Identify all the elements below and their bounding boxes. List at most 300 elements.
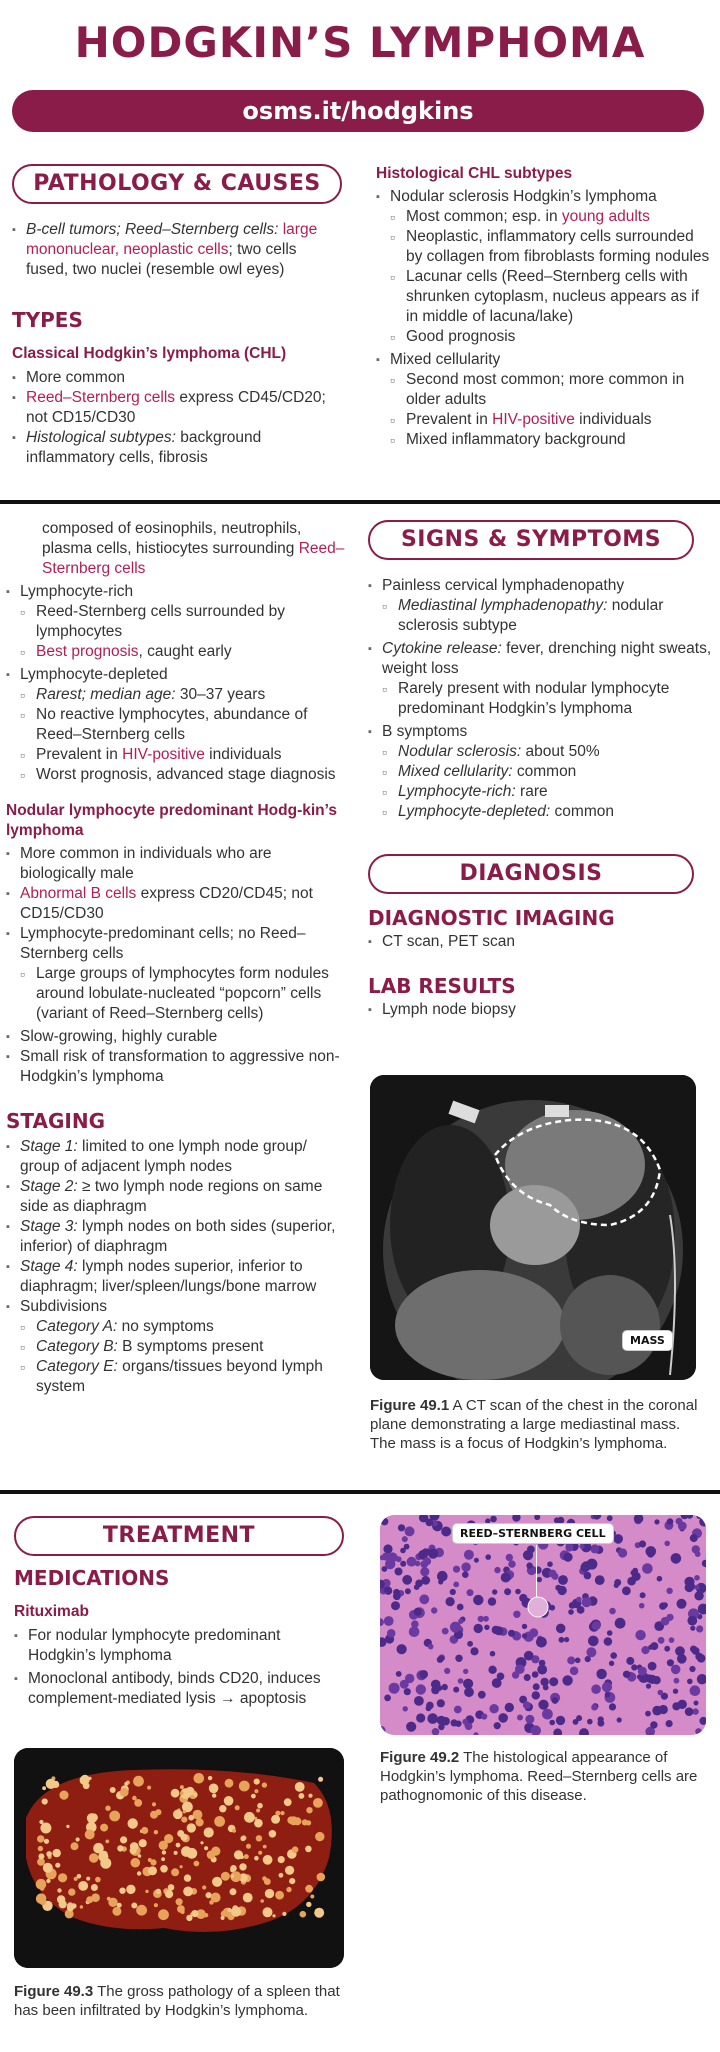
cell-nucleus: [677, 1599, 687, 1609]
list-item: ▪ Lymphocyte-rich: [6, 582, 346, 602]
cell-nucleus: [423, 1557, 431, 1565]
lymphoma-nodule: [318, 1777, 323, 1782]
lab-results-heading: LAB RESULTS: [368, 974, 516, 998]
cell-nucleus: [622, 1586, 631, 1595]
lymphoma-nodule: [180, 1791, 184, 1795]
ld-1-text: 30–37 years: [175, 686, 266, 703]
cell-nucleus: [577, 1606, 585, 1614]
lymphoma-nodule: [174, 1851, 178, 1855]
lymphoma-nodule: [55, 1863, 60, 1868]
lymphoma-nodule: [130, 1847, 137, 1854]
figure-caption-3: [14, 1982, 344, 2020]
list-item: [6, 642, 346, 662]
lymphoma-nodule: [173, 1810, 183, 1820]
list-item: ▪ Mixed cellularity: [376, 350, 710, 370]
cell-nucleus: [428, 1549, 438, 1559]
lymphoma-nodule: [225, 1779, 234, 1788]
lymphoma-nodule: [186, 1915, 192, 1921]
list-item: [6, 1177, 346, 1217]
lymphoma-nodule: [78, 1881, 88, 1891]
cell-nucleus: [591, 1704, 597, 1710]
cell-nucleus: [382, 1553, 390, 1561]
cell-nucleus: [498, 1713, 508, 1723]
cell-nucleus: [547, 1561, 553, 1567]
fig1-text: A CT scan of the chest in the coronal plane demonstrating a large mediastinal mass. The mass is a focus of Hodgkin’s lymphoma.: [370, 1397, 698, 1452]
histology-column: [376, 164, 710, 450]
cell-nucleus: [666, 1720, 673, 1727]
fig3-text: The gross pathology of a spleen that has been infiltrated by Hodgkin’s lymphoma.: [14, 1983, 340, 2019]
cell-nucleus: [648, 1675, 657, 1684]
list-item: [368, 762, 712, 782]
cell-nucleus: [573, 1719, 579, 1725]
lymphoma-nodule: [232, 1829, 236, 1833]
list-item: ▪ Slow-growing, highly curable: [6, 1027, 346, 1047]
cell-nucleus: [692, 1545, 700, 1553]
cell-nucleus: [397, 1644, 407, 1654]
reed-sternberg-cell: [528, 1597, 548, 1617]
cell-nucleus: [478, 1616, 484, 1622]
path-text-end: ; two cells fused, two nuclei (resemble owl eyes): [26, 241, 297, 278]
lymphoma-nodule: [89, 1853, 98, 1862]
cell-nucleus: [488, 1666, 496, 1674]
cell-nucleus: [508, 1630, 515, 1637]
lymphoma-nodule: [285, 1866, 294, 1875]
lymphoma-nodule: [204, 1827, 214, 1837]
list-item: ▫ Worst prognosis, advanced stage diagnosis: [6, 765, 346, 785]
st3-label: Stage 3:: [20, 1218, 78, 1235]
lymphoma-nodule: [313, 1798, 323, 1808]
cell-nucleus: [416, 1684, 426, 1694]
mc-2-highlight: HIV-positive: [492, 411, 575, 428]
chl-3-label: Histological subtypes:: [26, 429, 176, 446]
treatment-heading: TREATMENT: [14, 1516, 344, 1556]
cell-nucleus: [381, 1518, 389, 1526]
lymphoma-nodule: [289, 1816, 298, 1825]
cell-nucleus: [588, 1636, 599, 1647]
cell-nucleus: [437, 1571, 448, 1582]
cell-nucleus: [694, 1575, 700, 1581]
types-heading: TYPES: [12, 308, 83, 332]
cell-nucleus: [690, 1534, 698, 1542]
cell-nucleus: [488, 1597, 496, 1605]
cell-nucleus: [570, 1667, 579, 1676]
cell-nucleus: [626, 1657, 634, 1665]
lymphoma-nodule: [254, 1779, 260, 1785]
lymphoma-nodule: [76, 1837, 80, 1841]
cell-nucleus: [489, 1704, 498, 1713]
label-pointer: [536, 1545, 537, 1597]
pathology-column: [12, 164, 342, 468]
lymphoma-nodule: [171, 1868, 179, 1876]
lymphoma-nodule: [254, 1819, 263, 1828]
cell-nucleus: [687, 1679, 693, 1685]
cell-nucleus: [661, 1617, 670, 1626]
list-item: ▪ Subdivisions: [6, 1297, 346, 1317]
lymphoma-nodule: [244, 1812, 255, 1823]
cell-nucleus: [613, 1534, 623, 1544]
cell-nucleus: [669, 1637, 675, 1643]
diagnostic-imaging-heading: DIAGNOSTIC IMAGING: [368, 906, 615, 930]
lymphoma-nodule: [80, 1775, 90, 1785]
cell-nucleus: [557, 1586, 566, 1595]
lymphoma-nodule: [172, 1789, 177, 1794]
lymphoma-nodule: [254, 1856, 259, 1861]
list-item: ▪ More common in individuals who are biologically male: [6, 844, 346, 884]
lymphoma-nodule: [162, 1850, 166, 1854]
list-item: ▫ Lacunar cells (Reed–Sternberg cells with shrunken cytoplasm, nucleus appears as if in middle of lacuna/lake): [376, 267, 710, 327]
st1-text: limited to one lymph node group/ group of adjacent lymph nodes: [20, 1138, 307, 1175]
hist-subtypes-heading: Histological CHL subtypes: [376, 165, 573, 182]
lymphoma-nodule: [230, 1874, 234, 1878]
cell-nucleus: [657, 1576, 663, 1582]
lymphoma-nodule: [258, 1851, 262, 1855]
cell-nucleus: [639, 1603, 645, 1609]
lymphoma-nodule: [280, 1811, 284, 1815]
lymphoma-nodule: [180, 1834, 187, 1841]
bs-3-label: Lymphocyte-rich:: [398, 783, 516, 800]
lymphoma-nodule: [105, 1806, 110, 1811]
cell-nucleus: [524, 1651, 534, 1661]
lymphoma-nodule: [246, 1844, 251, 1849]
mc-2-text: Prevalent in: [406, 411, 493, 428]
cell-nucleus: [584, 1572, 592, 1580]
cell-nucleus: [687, 1616, 697, 1626]
cell-nucleus: [485, 1554, 491, 1560]
cell-nucleus: [596, 1669, 606, 1679]
lymphoma-nodule: [243, 1893, 253, 1903]
cell-nucleus: [419, 1594, 429, 1604]
lymphoma-nodule: [231, 1907, 241, 1917]
cell-nucleus: [635, 1630, 645, 1640]
nlp-2-highlight: Abnormal B cells: [20, 885, 137, 902]
list-item: ▫ Second most common; more common in older adults: [376, 370, 710, 410]
section-divider: [0, 500, 720, 504]
ss-2-label: Cytokine release:: [382, 640, 502, 657]
cell-nucleus: [453, 1687, 459, 1693]
cell-nucleus: [522, 1633, 527, 1638]
cell-nucleus: [536, 1637, 547, 1648]
cell-nucleus: [525, 1715, 534, 1724]
lymphoma-nodule: [254, 1789, 258, 1793]
lymphoma-nodule: [224, 1796, 234, 1806]
cell-nucleus: [400, 1680, 409, 1689]
lymphoma-nodule: [194, 1861, 200, 1867]
continuation-text: [6, 519, 346, 579]
lymphoma-nodule: [315, 1832, 324, 1841]
cell-nucleus: [508, 1560, 515, 1567]
list-item: ▪ CT scan, PET scan: [368, 932, 712, 952]
lymphoma-nodule: [251, 1794, 256, 1799]
lymphoma-nodule: [133, 1776, 144, 1787]
page-title: HODGKIN’S LYMPHOMA: [74, 18, 646, 67]
signs-column: [368, 520, 712, 1020]
lymphoma-nodule: [292, 1846, 299, 1853]
lymphoma-nodule: [52, 1781, 59, 1788]
cell-nucleus: [442, 1628, 449, 1635]
st3-text: lymph nodes on both sides (superior, inferior) of diaphragm: [20, 1218, 336, 1255]
diagnosis-heading: DIAGNOSIS: [368, 854, 694, 894]
chl-3-text: background inflammatory cells, fibrosis: [26, 429, 262, 466]
lymphoma-nodule: [286, 1887, 291, 1892]
lymphoma-nodule: [120, 1836, 127, 1843]
cell-nucleus: [650, 1642, 658, 1650]
lymphoma-nodule: [95, 1877, 101, 1883]
fig2-text: The histological appearance of Hodgkin’s lymphoma. Reed–Sternberg cells are pathognomonic of this disease.: [380, 1749, 698, 1804]
lymphoma-nodule: [38, 1846, 43, 1851]
cell-nucleus: [642, 1563, 653, 1574]
ss-1s-label: Mediastinal lymphadenopathy:: [398, 597, 608, 614]
cell-nucleus: [529, 1628, 538, 1637]
cell-nucleus: [558, 1575, 568, 1585]
cell-nucleus: [575, 1658, 581, 1664]
lymphoma-nodule: [240, 1855, 244, 1859]
ns-1-highlight: young adults: [561, 208, 650, 225]
lymphoma-nodule: [91, 1884, 98, 1891]
spleen-graphic: [14, 1748, 344, 1968]
medications-heading: MEDICATIONS: [14, 1566, 170, 1590]
cell-nucleus: [609, 1608, 616, 1615]
list-item: [368, 596, 712, 636]
cell-nucleus: [474, 1624, 483, 1633]
mass-label: MASS: [622, 1330, 673, 1351]
cell-nucleus: [639, 1540, 646, 1547]
lymphoma-nodule: [67, 1902, 73, 1908]
lymphoma-nodule: [137, 1871, 141, 1875]
cell-nucleus: [426, 1519, 434, 1527]
cell-nucleus: [455, 1655, 462, 1662]
cell-nucleus: [532, 1691, 540, 1699]
cell-nucleus: [451, 1719, 458, 1726]
cell-nucleus: [444, 1668, 450, 1674]
lymphoma-nodule: [235, 1805, 240, 1810]
cell-nucleus: [506, 1554, 513, 1561]
lymphoma-nodule: [141, 1827, 148, 1834]
list-item: ▫ Rarely present with nodular lymphocyte predominant Hodgkin’s lymphoma: [368, 679, 712, 719]
lymphoma-nodule: [161, 1857, 165, 1861]
list-item: ▫ Large groups of lymphocytes form nodules around lobulate-nucleated “popcorn” cells (variant of Reed–Sternberg cells): [6, 964, 346, 1024]
cell-nucleus: [549, 1677, 558, 1686]
cell-nucleus: [694, 1585, 699, 1590]
cell-nucleus: [426, 1705, 432, 1711]
url-banner[interactable]: osms.it/hodgkins: [12, 90, 704, 132]
list-item: ▪ Lymphocyte-predominant cells; no Reed–Sternberg cells: [6, 924, 346, 964]
cell-nucleus: [453, 1566, 460, 1573]
cell-nucleus: [522, 1624, 527, 1629]
list-item: [6, 1317, 346, 1337]
cell-nucleus: [650, 1721, 657, 1728]
figure-caption-1: [370, 1396, 700, 1453]
cell-nucleus: [542, 1709, 553, 1720]
st1-label: Stage 1:: [20, 1138, 78, 1155]
bs-1-text: about 50%: [521, 743, 600, 760]
list-item: [6, 745, 346, 765]
lymphoma-nodule: [46, 1879, 50, 1883]
cell-nucleus: [674, 1678, 680, 1684]
lymphoma-nodule: [300, 1911, 307, 1918]
cell-nucleus: [563, 1553, 572, 1562]
cell-nucleus: [631, 1570, 637, 1576]
cell-nucleus: [416, 1713, 425, 1722]
lymphoma-nodule: [112, 1907, 121, 1916]
cell-nucleus: [517, 1715, 523, 1721]
cell-nucleus: [542, 1679, 549, 1686]
lymphoma-nodule: [46, 1851, 52, 1857]
lymphoma-nodule: [139, 1839, 147, 1847]
lymphoma-nodule: [269, 1830, 277, 1838]
cell-nucleus: [618, 1548, 627, 1557]
lymphoma-nodule: [208, 1776, 212, 1780]
fig3-number: Figure 49.3: [14, 1983, 94, 2000]
cell-nucleus: [409, 1627, 420, 1638]
cell-nucleus: [414, 1696, 424, 1706]
cell-nucleus: [454, 1706, 462, 1714]
cell-nucleus: [420, 1567, 429, 1576]
cell-nucleus: [538, 1700, 548, 1710]
cell-nucleus: [658, 1637, 665, 1644]
pathology-causes-heading: PATHOLOGY & CAUSES: [12, 164, 342, 204]
lymphoma-nodule: [154, 1830, 158, 1834]
lymphoma-nodule: [284, 1798, 292, 1806]
ld-3-end: individuals: [204, 746, 282, 763]
staging-heading: STAGING: [6, 1109, 105, 1133]
lymphoma-nodule: [150, 1811, 158, 1819]
cell-nucleus: [484, 1625, 489, 1630]
lymphoma-nodule: [244, 1854, 249, 1859]
pathology-list: [12, 220, 342, 280]
lymphoma-nodule: [86, 1877, 90, 1881]
chl-list: [12, 368, 342, 468]
cell-nucleus: [402, 1575, 412, 1585]
rituximab-heading: Rituximab: [14, 1603, 89, 1620]
cell-nucleus: [400, 1548, 406, 1554]
cell-nucleus: [549, 1570, 557, 1578]
lymphoma-nodule: [263, 1855, 273, 1865]
cell-nucleus: [662, 1602, 668, 1608]
lymphoma-nodule: [105, 1840, 109, 1844]
reed-sternberg-label: REED–STERNBERG CELL: [452, 1523, 614, 1544]
list-item: ▪ For nodular lymphocyte predominant Hodgkin’s lymphoma: [14, 1626, 346, 1666]
bs-1-label: Nodular sclerosis:: [398, 743, 522, 760]
cont-highlight: Reed–Sternberg cells: [42, 540, 345, 577]
list-item: ▪ Lymph node biopsy: [368, 1000, 712, 1020]
lymphoma-nodule: [154, 1903, 158, 1907]
lymphoma-nodule: [38, 1853, 44, 1859]
list-item: [6, 1337, 346, 1357]
list-item: ▫ Neoplastic, inflammatory cells surrounded by collagen from fibroblasts forming nodules: [376, 227, 710, 267]
bs-4-text: common: [550, 803, 614, 820]
cell-nucleus: [478, 1691, 486, 1699]
list-item: [368, 802, 712, 822]
rs-cells-link: Reed–Sternberg cells: [26, 389, 176, 406]
cell-nucleus: [490, 1516, 497, 1523]
lymphoma-nodule: [317, 1873, 326, 1882]
section-divider: [0, 1490, 720, 1494]
lymphoma-nodule: [263, 1907, 273, 1917]
lymphoma-nodule: [128, 1818, 138, 1828]
cell-nucleus: [428, 1644, 434, 1650]
cell-nucleus: [690, 1685, 701, 1696]
cell-nucleus: [559, 1637, 565, 1643]
lymphoma-nodule: [117, 1845, 123, 1851]
cell-nucleus: [667, 1659, 674, 1666]
lymphoma-nodule: [43, 1863, 53, 1873]
ce-text: organs/tissues beyond lymph system: [36, 1358, 323, 1395]
list-item: [368, 742, 712, 762]
lymphoma-nodule: [36, 1893, 47, 1904]
lymphoma-nodule: [59, 1900, 67, 1908]
cell-nucleus: [470, 1647, 478, 1655]
cell-nucleus: [664, 1646, 670, 1652]
cell-nucleus: [474, 1558, 479, 1563]
cell-nucleus: [667, 1518, 674, 1525]
cell-nucleus: [646, 1684, 651, 1689]
lymphoma-nodule: [239, 1781, 250, 1792]
cb-text: B symptoms present: [117, 1338, 264, 1355]
cell-nucleus: [646, 1546, 657, 1557]
lymphoma-nodule: [177, 1905, 185, 1913]
cell-nucleus: [387, 1629, 396, 1638]
cell-nucleus: [467, 1641, 473, 1647]
lymphoma-nodule: [58, 1873, 67, 1882]
list-item: ▫ Good prognosis: [376, 327, 710, 347]
lymphoma-nodule: [257, 1803, 263, 1809]
cell-nucleus: [614, 1579, 621, 1586]
nlp-heading: Nodular lymphocyte predominant Hodg-kin’s lymphoma: [6, 802, 337, 839]
cell-nucleus: [677, 1654, 687, 1664]
cell-nucleus: [576, 1597, 582, 1603]
lymphoma-nodule: [164, 1834, 173, 1843]
lymphoma-nodule: [263, 1845, 267, 1849]
path-highlight: large mononuclear, neoplastic cells: [26, 221, 318, 258]
list-item: [368, 639, 712, 679]
cell-nucleus: [581, 1561, 591, 1571]
lymphoma-nodule: [188, 1815, 194, 1821]
lymphoma-nodule: [219, 1805, 226, 1812]
lymphoma-nodule: [191, 1910, 198, 1917]
cell-nucleus: [539, 1660, 546, 1667]
list-item: [376, 410, 710, 430]
lymphoma-nodule: [110, 1787, 116, 1793]
list-item: ▪ More common: [12, 368, 342, 388]
st4-text: lymph nodes superior, inferior to diaphragm; liver/spleen/lungs/bone marrow: [20, 1258, 317, 1295]
lymphoma-nodule: [40, 1886, 45, 1891]
lymphoma-nodule: [305, 1846, 312, 1853]
lymphoma-nodule: [183, 1887, 193, 1897]
cell-nucleus: [384, 1695, 391, 1702]
list-item: [6, 1137, 346, 1177]
lymphoma-nodule: [207, 1851, 216, 1860]
cell-nucleus: [501, 1573, 511, 1583]
histology-graphic: [380, 1515, 706, 1735]
cell-nucleus: [405, 1526, 415, 1536]
lymphoma-nodule: [271, 1815, 280, 1824]
cell-nucleus: [695, 1728, 702, 1735]
cell-nucleus: [384, 1587, 390, 1593]
bs-4-label: Lymphocyte-depleted:: [398, 803, 551, 820]
cb-label: Category B:: [36, 1338, 118, 1355]
cell-nucleus: [427, 1713, 438, 1724]
lymphoma-nodule: [227, 1908, 231, 1912]
subtype-list: [6, 582, 346, 785]
list-item: ▪ B symptoms: [368, 722, 712, 742]
cell-nucleus: [549, 1720, 555, 1726]
lymphoma-nodule: [156, 1889, 161, 1894]
lymphoma-nodule: [90, 1813, 98, 1821]
cell-nucleus: [671, 1665, 681, 1675]
cell-nucleus: [492, 1589, 497, 1594]
cell-nucleus: [462, 1571, 469, 1578]
cell-nucleus: [579, 1544, 584, 1549]
